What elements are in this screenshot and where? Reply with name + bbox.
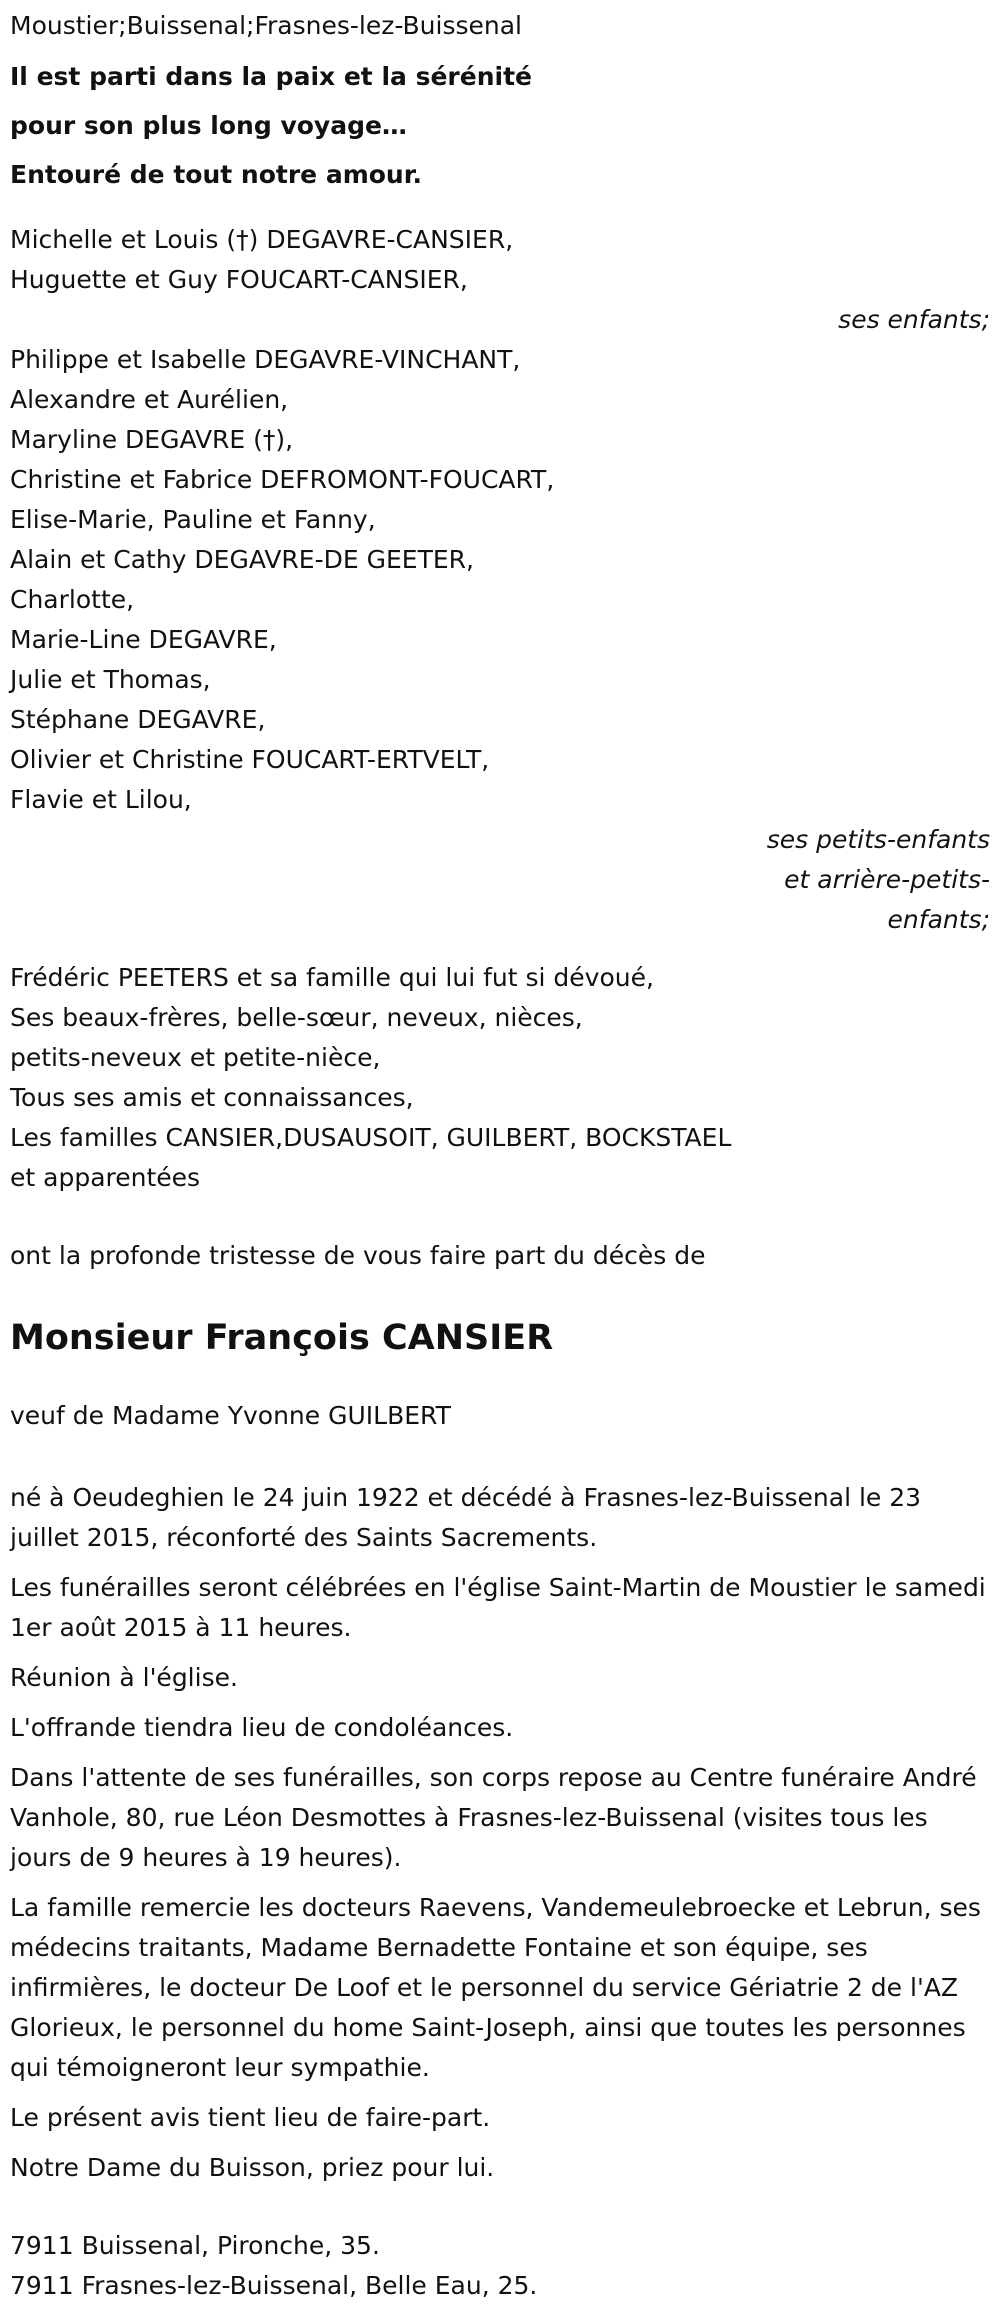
grandchildren-role: et arrière-petits- <box>784 865 990 894</box>
detail-paragraph: Notre Dame du Buisson, priez pour lui. <box>10 2153 495 2182</box>
grandchildren-line: Julie et Thomas, <box>10 665 211 694</box>
announcement: ont la profonde tristesse de vous faire part du décès de <box>10 1241 706 1270</box>
grandchildren-line: Maryline DEGAVRE (†), <box>10 425 294 454</box>
grandchildren-role: enfants; <box>887 905 990 934</box>
grandchildren-line: Philippe et Isabelle DEGAVRE-VINCHANT, <box>10 345 521 374</box>
grandchildren-line: Alain et Cathy DEGAVRE-DE GEETER, <box>10 545 474 574</box>
grandchildren-line: Stéphane DEGAVRE, <box>10 705 266 734</box>
grandchildren-line: Olivier et Christine FOUCART-ERTVELT, <box>10 745 490 774</box>
address-line: 7911 Buissenal, Pironche, 35. <box>10 2231 380 2260</box>
detail-paragraph: Réunion à l'église. <box>10 1663 238 1692</box>
others-block <box>10 958 990 1198</box>
detail-paragraph: né à Oeudeghien le 24 juin 1922 et décédé à Frasnes-lez-Buissenal le 23 juillet 2015, réconforté des Saints Sacrements. <box>10 1483 922 1552</box>
location-line: Moustier;Buissenal;Frasnes-lez-Buissenal <box>10 11 522 40</box>
address-line: 7911 Frasnes-lez-Buissenal, Belle Eau, 25. <box>10 2271 538 2300</box>
grandchildren-line: Christine et Fabrice DEFROMONT-FOUCART, <box>10 465 555 494</box>
others-line: Les familles CANSIER,DUSAUSOIT, GUILBERT, BOCKSTAEL <box>10 1123 732 1152</box>
grandchildren-block <box>10 340 990 940</box>
grandchildren-role: ses petits-enfants <box>766 825 990 854</box>
detail-paragraph: L'offrande tiendra lieu de condoléances. <box>10 1713 514 1742</box>
others-line: Frédéric PEETERS et sa famille qui lui fut si dévoué, <box>10 963 654 992</box>
intro-line: Entouré de tout notre amour. <box>10 160 422 189</box>
grandchildren-line: Marie-Line DEGAVRE, <box>10 625 277 654</box>
children-block <box>10 220 990 340</box>
others-line: Ses beaux-frères, belle-sœur, neveux, nièces, <box>10 1003 583 1032</box>
addresses-block <box>10 2226 990 2306</box>
grandchildren-line: Flavie et Lilou, <box>10 785 192 814</box>
detail-paragraph: Les funérailles seront célébrées en l'église Saint-Martin de Moustier le samedi 1er août 2015 à 11 heures. <box>10 1573 986 1642</box>
detail-paragraph: Le présent avis tient lieu de faire-part. <box>10 2103 491 2132</box>
others-line: et apparentées <box>10 1163 201 1192</box>
grandchildren-line: Charlotte, <box>10 585 135 614</box>
others-line: Tous ses amis et connaissances, <box>10 1083 414 1112</box>
grandchildren-line: Alexandre et Aurélien, <box>10 385 289 414</box>
children-line: Michelle et Louis (†) DEGAVRE-CANSIER, <box>10 225 514 254</box>
children-line: Huguette et Guy FOUCART-CANSIER, <box>10 265 468 294</box>
detail-paragraph: La famille remercie les docteurs Raevens, Vandemeulebroecke et Lebrun, ses médecins traitants, Madame Bernadette Fontaine et son équipe, ses infirmières, le docteur De Loof et le personnel du service Gériatrie 2 de l'AZ Glorieux, le personnel du home Saint-Joseph, ainsi que toutes les personnes qui témoigneront leur sympathie. <box>10 1893 981 2082</box>
deceased-name: Monsieur François CANSIER <box>10 1318 554 1358</box>
children-role: ses enfants; <box>838 305 990 334</box>
intro-line: Il est parti dans la paix et la sérénité <box>10 62 532 91</box>
details-block <box>10 1478 990 2188</box>
intro-block <box>10 52 990 199</box>
others-line: petits-neveux et petite-nièce, <box>10 1043 381 1072</box>
grandchildren-line: Elise-Marie, Pauline et Fanny, <box>10 505 376 534</box>
detail-paragraph: Dans l'attente de ses funérailles, son corps repose au Centre funéraire André Vanhole, 80, rue Léon Desmottes à Frasnes-lez-Buissenal (visites tous les jours de 9 heures à 19 heures). <box>10 1763 977 1872</box>
intro-line: pour son plus long voyage… <box>10 111 407 140</box>
obituary-content <box>10 8 990 2306</box>
widow-of: veuf de Madame Yvonne GUILBERT <box>10 1401 451 1430</box>
